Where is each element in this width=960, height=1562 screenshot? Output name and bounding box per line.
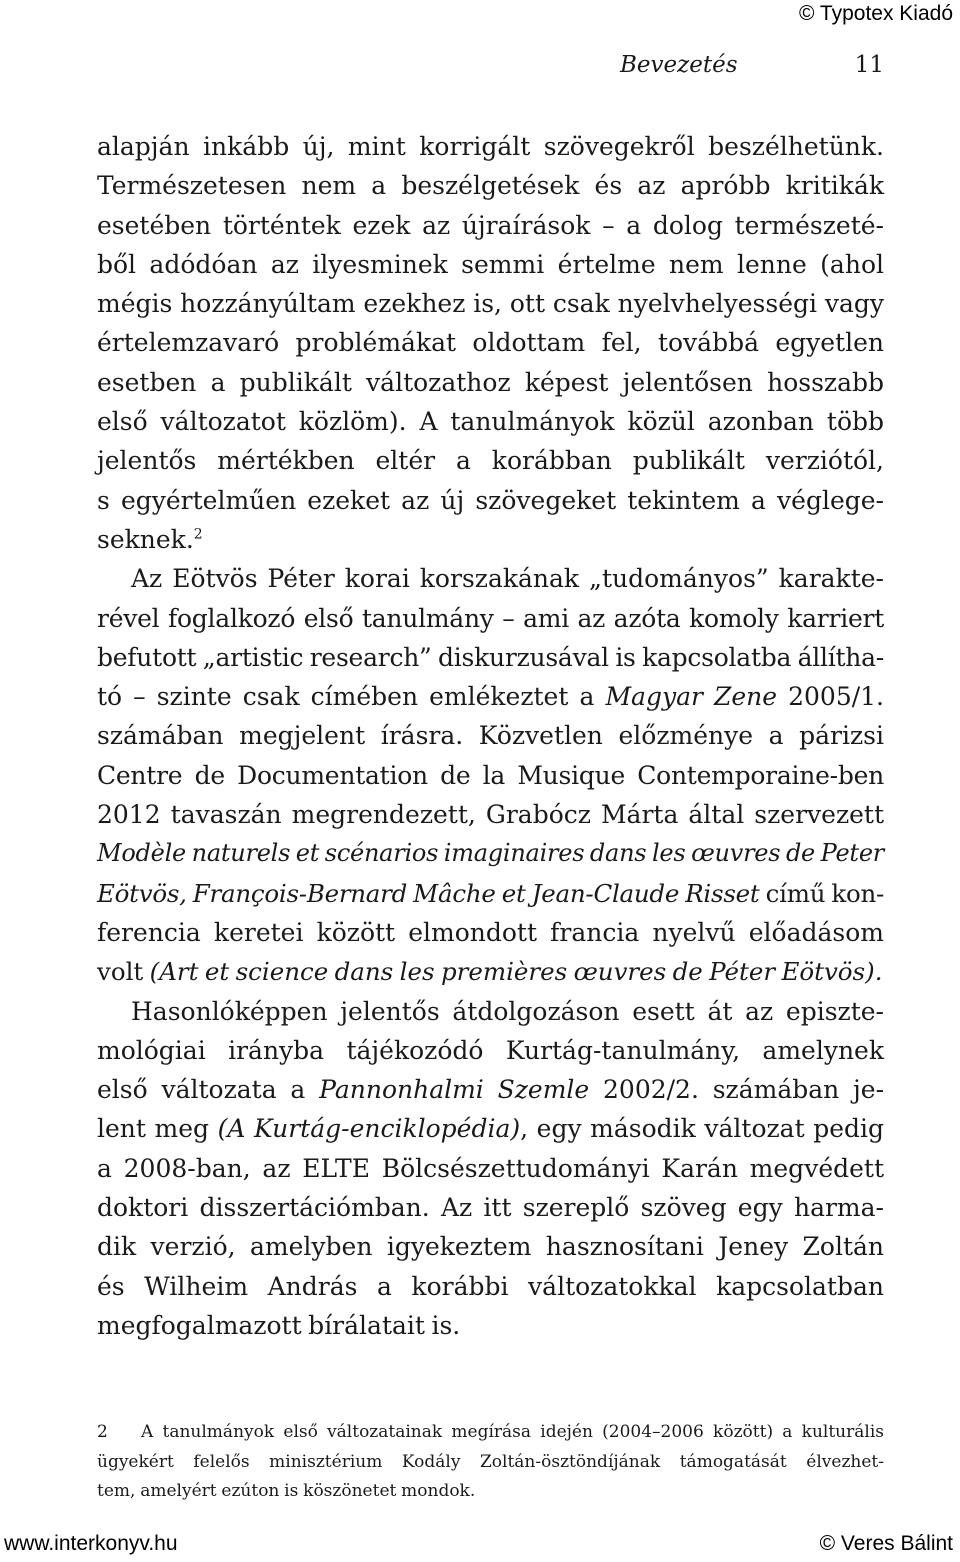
- text-span: című kon-: [765, 878, 885, 908]
- text-line: Centre de Documentation de la Musique Contemporaine-ben: [97, 760, 884, 790]
- text-span: seknek.: [97, 524, 194, 554]
- running-head: [620, 52, 884, 78]
- text-line: és Wilheim András a korábbi változatokkal kapcsolatban: [97, 1271, 884, 1301]
- italic-title: (A Kurtág-enciklopédia): [217, 1114, 521, 1144]
- italic-title: Magyar Zene: [605, 682, 778, 712]
- text-line: esetben a publikált változathoz képest jelentősen hosszabb: [97, 367, 884, 397]
- text-line: jelentős mértékben eltér a korábban publikált verziótól,: [97, 446, 884, 476]
- text-line: [97, 952, 884, 991]
- text-line: ferencia keretei között elmondott francia nyelvű előadásom: [97, 917, 884, 947]
- text-line: rével foglalkozó első tanulmány – ami az azóta komoly karriert: [97, 603, 884, 633]
- text-line: a 2008-ban, az ELTE Bölcsészettudományi Karán megvédett: [97, 1153, 884, 1183]
- text-line: Hasonlóképpen jelentős átdolgozáson esett át az episzte-: [131, 996, 884, 1026]
- text-span: tó – szinte csak címében emlékeztet a: [97, 682, 595, 712]
- text-line: ből adódóan az ilyesminek semmi értelme nem lenne (ahol: [97, 249, 884, 279]
- text-line: [97, 520, 884, 559]
- text-line: alapján inkább új, mint korrigált szövegekről beszélhetünk.: [97, 132, 884, 161]
- footnote-reference: 2: [193, 526, 203, 543]
- footnote-line: [97, 1418, 884, 1448]
- footnote: [97, 1418, 884, 1507]
- section-title: Bevezetés: [620, 52, 738, 78]
- text-line: [97, 1070, 884, 1109]
- body-text: [97, 127, 884, 1345]
- text-line: 2012 tavaszán megrendezett, Grabócz Márta által szervezett: [97, 800, 884, 830]
- text-line: mológiai irányba tájékozódó Kurtág-tanulmány, amelynek: [97, 1035, 884, 1065]
- text-line: első változatot közlöm). A tanulmányok közül azonban több: [97, 407, 884, 437]
- site-watermark: www.interkonyv.hu: [4, 1532, 178, 1555]
- text-line: mégis hozzányúltam ezekhez is, ott csak nyelvhelyességi vagy: [97, 289, 884, 319]
- italic-title: Pannonhalmi Szemle: [319, 1075, 590, 1105]
- text-line: megfogalmazott bírálatait is.: [97, 1310, 461, 1340]
- text-line: s egyértelműen ezeket az új szövegeket tekintem a véglege-: [97, 485, 884, 515]
- text-line: számában megjelent írásra. Közvetlen előzménye a párizsi: [97, 721, 884, 751]
- text-line: esetében történtek ezek az újraírások – a dolog természeté-: [97, 210, 884, 240]
- text-line: [97, 874, 884, 913]
- text-line: [97, 677, 884, 716]
- text-line: értelemzavaró problémákat oldottam fel, továbbá egyetlen: [97, 328, 884, 358]
- italic-title: (Art et science dans les premières œuvres de Péter Eötvös).: [149, 957, 883, 987]
- author-watermark: © Veres Bálint: [819, 1532, 953, 1555]
- text-line: [97, 1109, 884, 1148]
- text-line: doktori disszertációmban. Az itt szereplő szöveg egy harma-: [97, 1193, 884, 1223]
- text-span: volt: [97, 957, 144, 987]
- publisher-watermark: © Typotex Kiadó: [798, 2, 953, 25]
- footnote-number: 2: [97, 1422, 108, 1442]
- text-line: Természetesen nem a beszélgetések és az apróbb kritikák: [97, 171, 884, 201]
- page-number: 11: [854, 52, 884, 78]
- footnote-line: ügyekért felelős minisztérium Kodály Zoltán-ösztöndíjának támogatását élvezhet-: [97, 1451, 884, 1472]
- text-span: lent meg: [97, 1114, 210, 1144]
- text-span: 2002/2. számában je-: [603, 1075, 885, 1105]
- text-line: dik verzió, amelyben igyekeztem hasznosítani Jeney Zoltán: [97, 1232, 884, 1262]
- text-line: Az Eötvös Péter korai korszakának „tudományos” karakte-: [131, 564, 884, 594]
- text-line: [97, 834, 884, 873]
- footnote-line: tem, amelyért ezúton is köszönetet mondok.: [97, 1481, 476, 1501]
- text-span: első változata a: [97, 1075, 306, 1105]
- italic-title: Eötvös, François-Bernard Mâche et Jean-Claude Risset: [97, 878, 760, 908]
- text-line: befutott „artistic research” diskurzusával is kapcsolatba állítha-: [97, 642, 884, 672]
- text-span: A tanulmányok első változatainak megírása idején (2004–2006 között) a kulturális: [141, 1422, 884, 1442]
- text-span: 2005/1.: [788, 682, 885, 712]
- italic-title: Modèle naturels et scénarios imaginaires dans les œuvres de Peter: [97, 839, 884, 868]
- text-span: , egy második változat pedig: [520, 1114, 884, 1144]
